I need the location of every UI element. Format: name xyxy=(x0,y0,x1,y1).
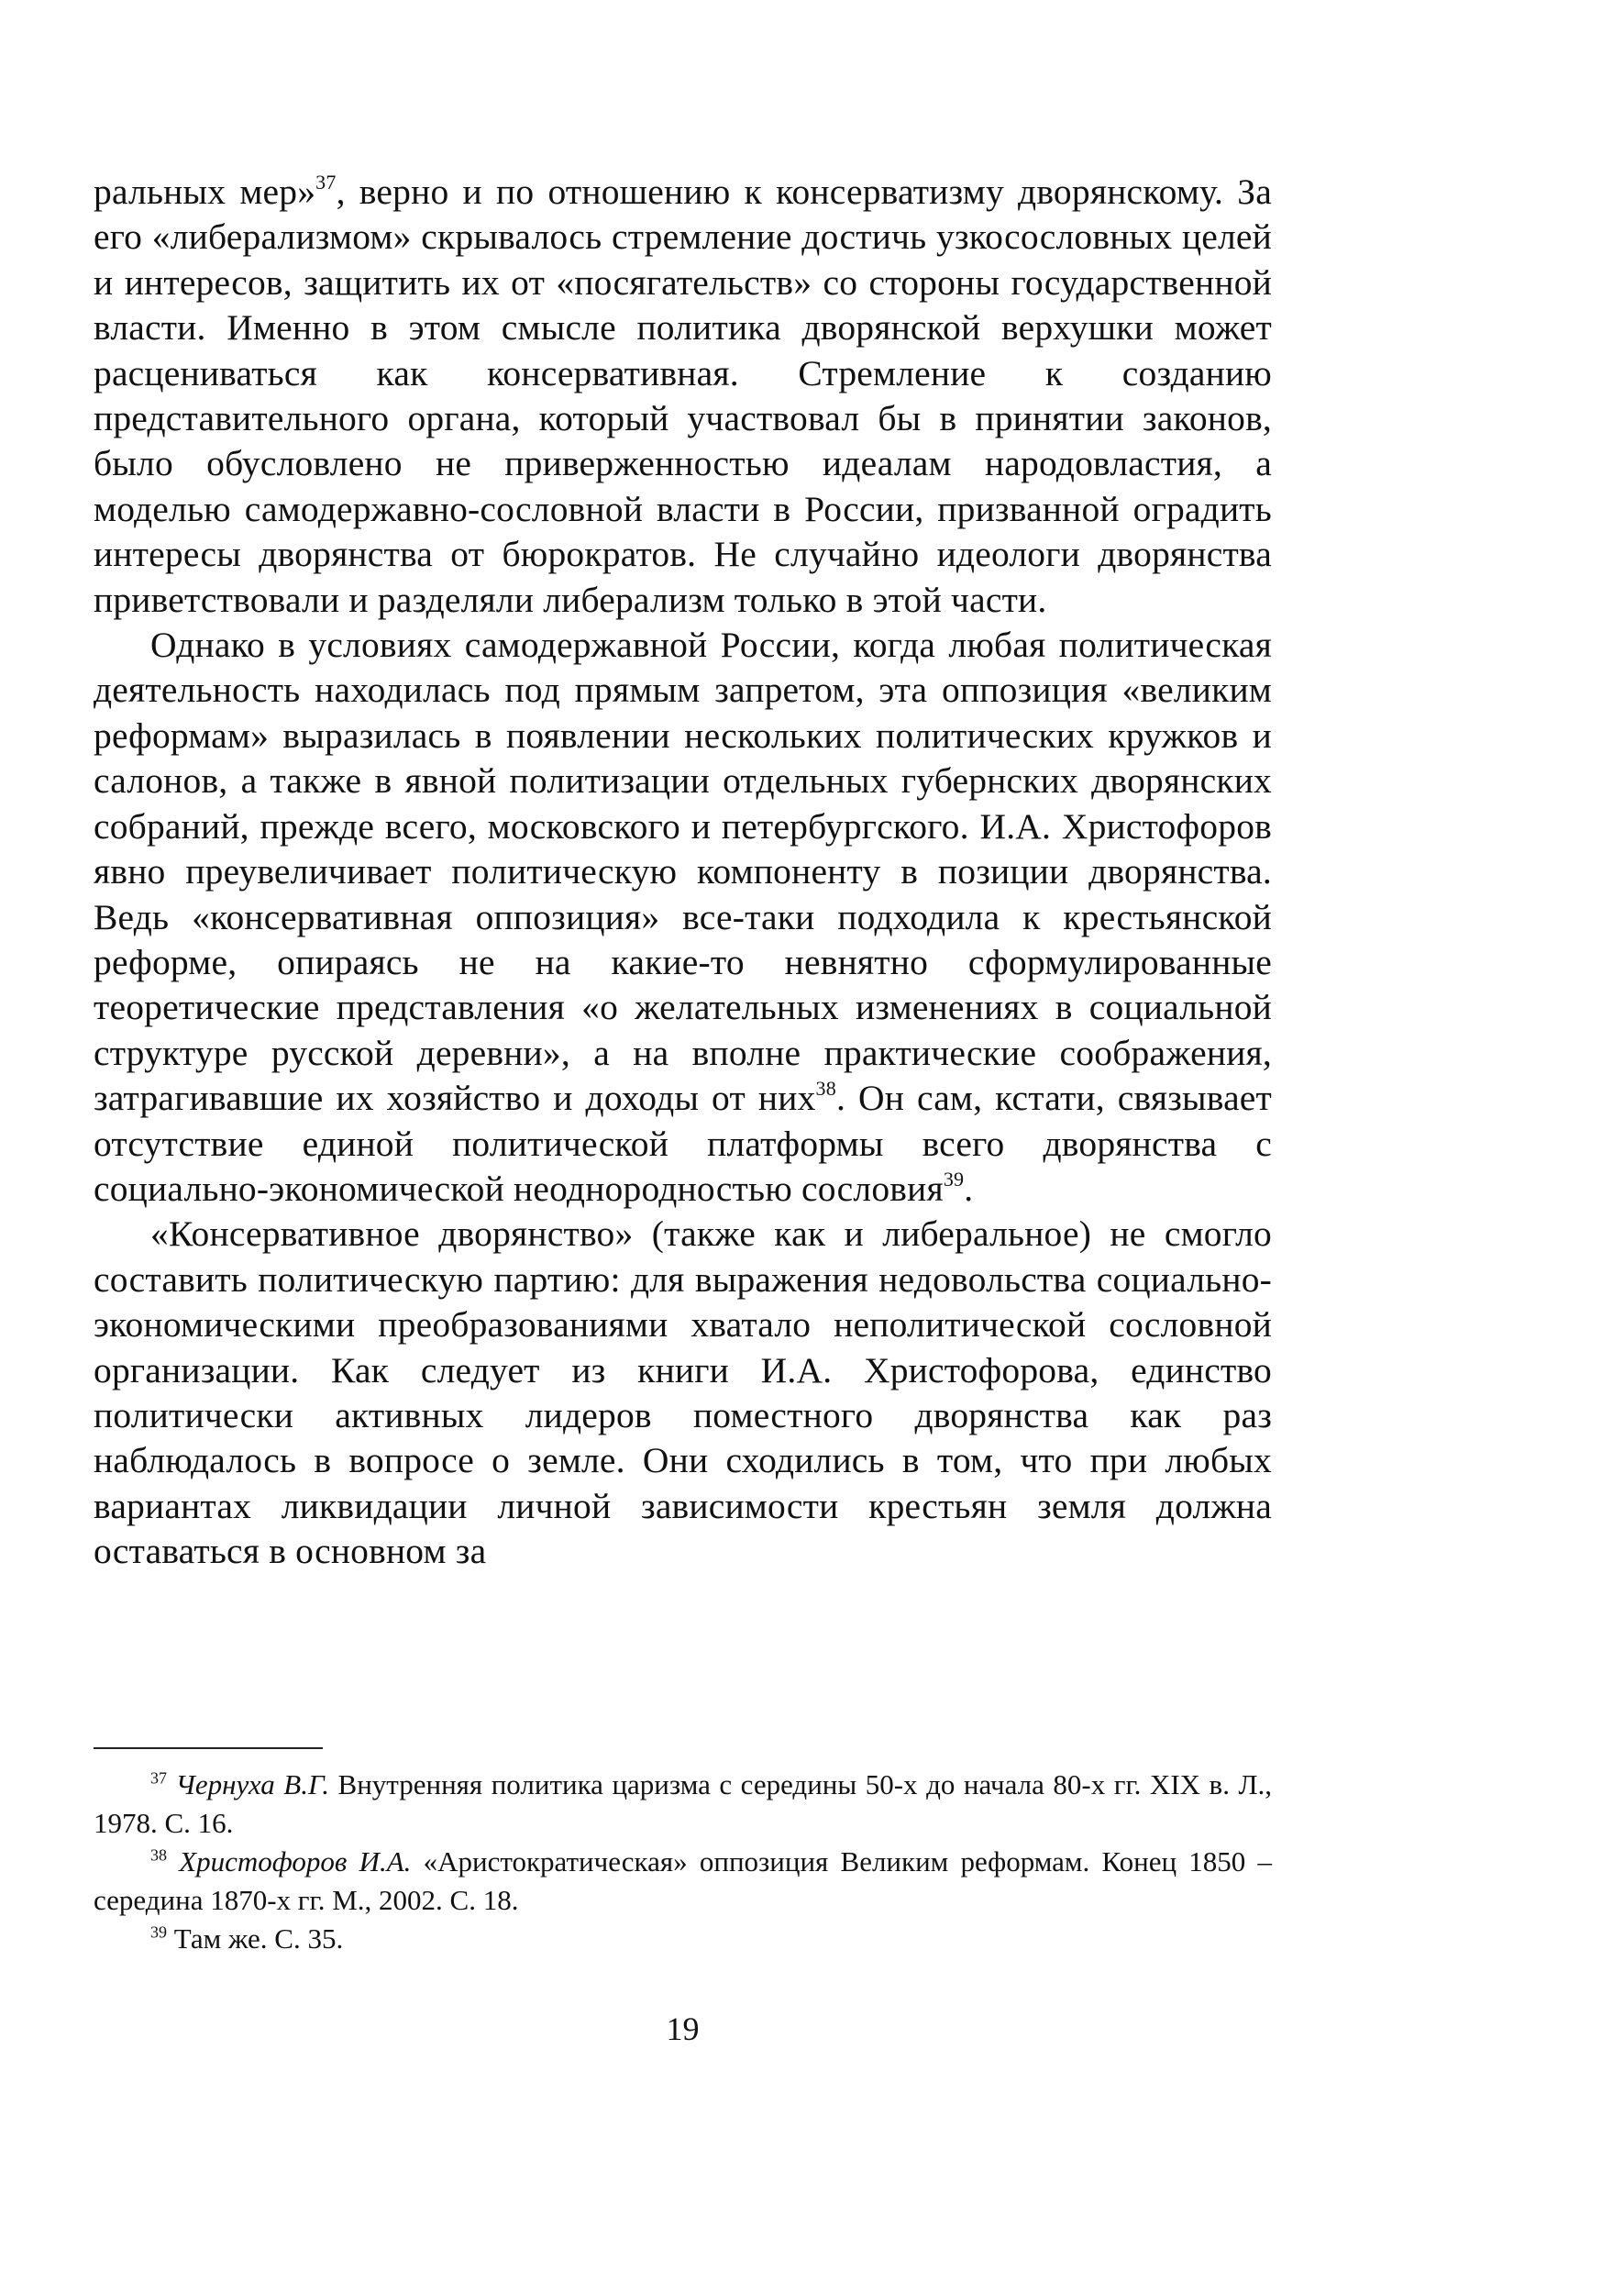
paragraph-1-text-a: ральных мер» xyxy=(94,172,316,212)
page-number: 19 xyxy=(666,2011,700,2047)
paragraph-2 xyxy=(94,623,1272,1212)
footnote-number: 39 xyxy=(150,1922,167,1942)
footnote-text: Там же. С. 35. xyxy=(173,1922,344,1955)
paragraph-3-text: «Консервативное дворянство» (также как и либеральное) не смогло составить политическую партию: для выражения недовольства социально-экономическими преобразованиями хватало неполитической сословной организации. Как следует из книги И.А. Христофорова, единство политически активных лидеров поместного дворянства как раз наблюдалось в вопросе о земле. Они сходились в том, что при любых вариантах ликвидации личной зависимости крестьян земля должна оставаться в основном за xyxy=(94,1213,1272,1572)
paragraph-2-text-b: . Он сам, кстати, связывает отсутствие единой политической платформы всего дворянства с социально-экономической неоднородностью сословия xyxy=(94,1078,1272,1209)
paragraph-2-text-a: Однако в условиях самодержавной России, когда любая политическая деятельность находилась под прямым запретом, эта оппозиция «великим реформам» выразилась в появлении нескольких политических кружков и салонов, а также в явной политизации отдельных губернских дворянских собраний, прежде всего, московского и петербургского. И.А. Христофоров явно преувеличивает политическую компоненту в позиции дворянства. Ведь «консервативная оппозиция» все-таки подходила к крестьянской реформе, опираясь не на какие-то невнятно сформулированные теоретические представления «о желательных изменениях в социальной структуре русской деревни», а на вполне практические соображения, затрагивавшие их хозяйство и доходы от них xyxy=(94,625,1272,1119)
paragraph-3 xyxy=(94,1212,1272,1574)
footnote-39 xyxy=(94,1920,1272,1958)
footnote-separator xyxy=(94,1747,323,1749)
footnotes xyxy=(94,1766,1272,1958)
footnote-ref-37: 37 xyxy=(315,170,337,194)
footnote-38 xyxy=(94,1843,1272,1920)
footnote-number: 37 xyxy=(150,1768,167,1788)
paragraph-1 xyxy=(94,170,1272,623)
paragraph-2-text-c: . xyxy=(964,1168,974,1209)
footnote-text: «Аристократическая» оппозиция Великим реформам. Конец 1850 – середина 1870-х гг. М., 2002. С. 18. xyxy=(94,1845,1272,1916)
footnote-author: Христофоров И.А. xyxy=(179,1845,412,1878)
footnote-author: Чернуха В.Г. xyxy=(175,1768,329,1800)
footnote-text: Внутренняя политика царизма с середины 50-х до начала 80-х гг. XIX в. Л., 1978. С. 16. xyxy=(94,1768,1272,1839)
footnote-ref-38: 38 xyxy=(815,1076,836,1100)
paragraph-1-text-b: , верно и по отношению к консерватизму дворянскому. За его «либерализмом» скрывалось стремление достичь узкосословных целей и интересов, защитить их от «посягательств» со стороны государственной власти. Именно в этом смысле политика дворянской верхушки может расцениваться как консервативная. Стремление к созданию представительного органа, который участвовал бы в принятии законов, было обусловлено не приверженностью идеалам народовластия, а моделью самодержавно-сословной власти в России, призванной оградить интересы дворянства от бюрократов. Не случайно идеологи дворянства приветствовали и разделяли либерализм только в этой части. xyxy=(94,172,1272,620)
footnote-ref-39: 39 xyxy=(943,1167,965,1191)
footnote-number: 38 xyxy=(150,1845,167,1865)
footnote-37 xyxy=(94,1766,1272,1843)
main-text xyxy=(94,170,1272,1575)
